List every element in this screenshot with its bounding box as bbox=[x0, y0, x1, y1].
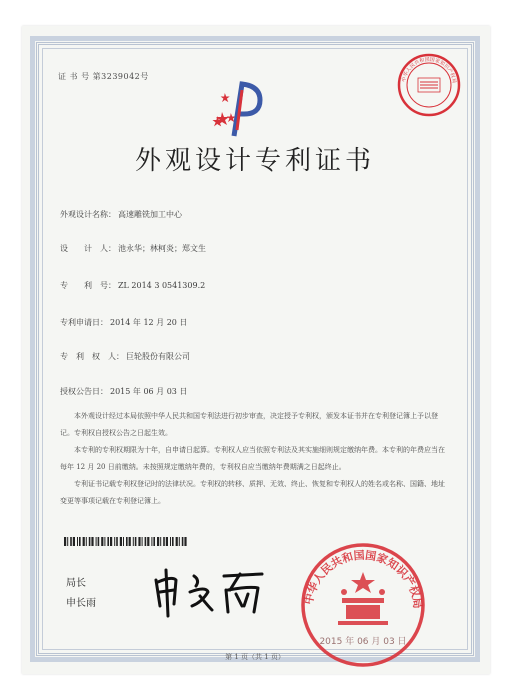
barcode-bar bbox=[160, 537, 161, 546]
top-seal-text: 中华人民共和国国家知识产权局 bbox=[401, 56, 458, 84]
cert-number-suffix: 号 bbox=[140, 72, 149, 81]
barcode-bar bbox=[64, 537, 66, 546]
filing-date-value: 2014 年 12 月 20 日 bbox=[110, 318, 188, 327]
patentee-row bbox=[60, 351, 190, 362]
barcode-bar bbox=[91, 537, 93, 546]
barcode-bar bbox=[142, 537, 143, 546]
barcode-bar bbox=[77, 537, 78, 546]
barcode-bar bbox=[73, 537, 75, 546]
barcode-bar bbox=[101, 537, 103, 546]
barcode-bar bbox=[151, 537, 152, 546]
barcode-bar bbox=[135, 537, 137, 546]
design-name-label: 外观设计名称： bbox=[60, 210, 116, 219]
barcode-bar bbox=[86, 537, 87, 546]
barcode-bar bbox=[79, 537, 81, 546]
official-seal-stamp bbox=[298, 540, 428, 670]
barcode-bar bbox=[153, 537, 155, 546]
barcode-bar bbox=[114, 537, 115, 546]
body-paragraph-3: 专利证书记载专利权登记时的法律状况。专利权的转移、质押、无效、终止、恢复和专利权人的姓名或名称、国籍、地址变更等事项记载在专利登记簿上。 bbox=[60, 480, 445, 505]
barcode-bar bbox=[89, 537, 91, 546]
signature-title-line1: 局长 bbox=[66, 578, 86, 589]
barcode-bar bbox=[107, 537, 109, 546]
patent-number-row bbox=[60, 280, 205, 291]
patentee-label: 专 利 权 人： bbox=[60, 352, 124, 361]
patent-number-label: 专 利 号： bbox=[60, 281, 116, 290]
barcode-bar bbox=[179, 537, 180, 546]
barcode bbox=[64, 537, 190, 546]
barcode-bar bbox=[133, 537, 134, 546]
barcode-bar bbox=[147, 537, 149, 546]
designer-label: 设 计 人： bbox=[60, 244, 116, 253]
grant-date-value: 2015 年 06 月 03 日 bbox=[110, 387, 188, 396]
barcode-bar bbox=[123, 537, 124, 546]
barcode-bar bbox=[138, 537, 140, 546]
barcode-bar bbox=[110, 537, 112, 546]
designer-value: 池永华；林柯炎；郑文生 bbox=[118, 244, 206, 253]
filing-date-label: 专利申请日： bbox=[60, 318, 108, 327]
signature-title-line2: 申长雨 bbox=[66, 598, 96, 609]
barcode-bar bbox=[70, 537, 72, 546]
barcode-bar bbox=[116, 537, 118, 546]
design-name-value: 高速雕铣加工中心 bbox=[118, 210, 182, 219]
grant-date-row bbox=[60, 386, 187, 397]
body-paragraph-1: 本外观设计经过本局依照中华人民共和国专利法进行初步审查，决定授予专利权，颁发本证书并在专利登记簿上予以登记。专利权自授权公告之日起生效。 bbox=[60, 412, 438, 437]
barcode-bar bbox=[176, 537, 178, 546]
designer-row bbox=[60, 243, 206, 254]
barcode-bar bbox=[67, 537, 68, 546]
barcode-bar bbox=[126, 537, 128, 546]
barcode-bar bbox=[104, 537, 105, 546]
certificate-number bbox=[58, 71, 149, 82]
svg-text:中华人民共和国国家知识产权局 bbox=[400, 56, 458, 84]
cert-number-label: 证 书 号 第 bbox=[58, 72, 102, 81]
barcode-bar bbox=[163, 537, 165, 546]
handwritten-signature bbox=[150, 566, 270, 618]
patentee-value: 巨轮股份有限公司 bbox=[126, 352, 190, 361]
certificate-body bbox=[60, 408, 450, 510]
seal-date: 2015 年 06 月 03 日 bbox=[319, 637, 407, 647]
barcode-bar bbox=[96, 537, 97, 546]
patent-number-value: ZL 2014 3 0541309.2 bbox=[118, 281, 206, 290]
cert-number-value: 3239042 bbox=[101, 72, 141, 81]
page-footer: 第 1 页（共 1 页） bbox=[225, 653, 285, 661]
grant-date-label: 授权公告日： bbox=[60, 387, 108, 396]
barcode-bar bbox=[170, 537, 171, 546]
barcode-bar bbox=[172, 537, 174, 546]
official-seal-text: 中华人民共和国国家知识产权局 bbox=[302, 548, 425, 610]
design-name-row bbox=[60, 209, 182, 220]
barcode-bar bbox=[145, 537, 147, 546]
body-paragraph-2: 本专利的专利权期限为十年，自申请日起算。专利权人应当依照专利法及其实施细则规定缴纳年费。本专利的年费应当在每年 12 月 20 日前缴纳。未按照规定缴纳年费的，专利权自应当缴纳年费期满之日起终止。 bbox=[60, 446, 445, 471]
top-seal-stamp bbox=[396, 52, 462, 118]
barcode-bar bbox=[83, 537, 85, 546]
barcode-bar bbox=[98, 537, 100, 546]
barcode-bar bbox=[120, 537, 122, 546]
certificate-title: 外观设计专利证书 bbox=[134, 146, 375, 176]
barcode-bar bbox=[129, 537, 131, 546]
filing-date-row bbox=[60, 317, 187, 328]
barcode-bar bbox=[184, 537, 186, 546]
barcode-bar bbox=[182, 537, 184, 546]
barcode-bar bbox=[157, 537, 159, 546]
barcode-bar bbox=[166, 537, 168, 546]
patent-office-logo-icon bbox=[212, 80, 266, 138]
